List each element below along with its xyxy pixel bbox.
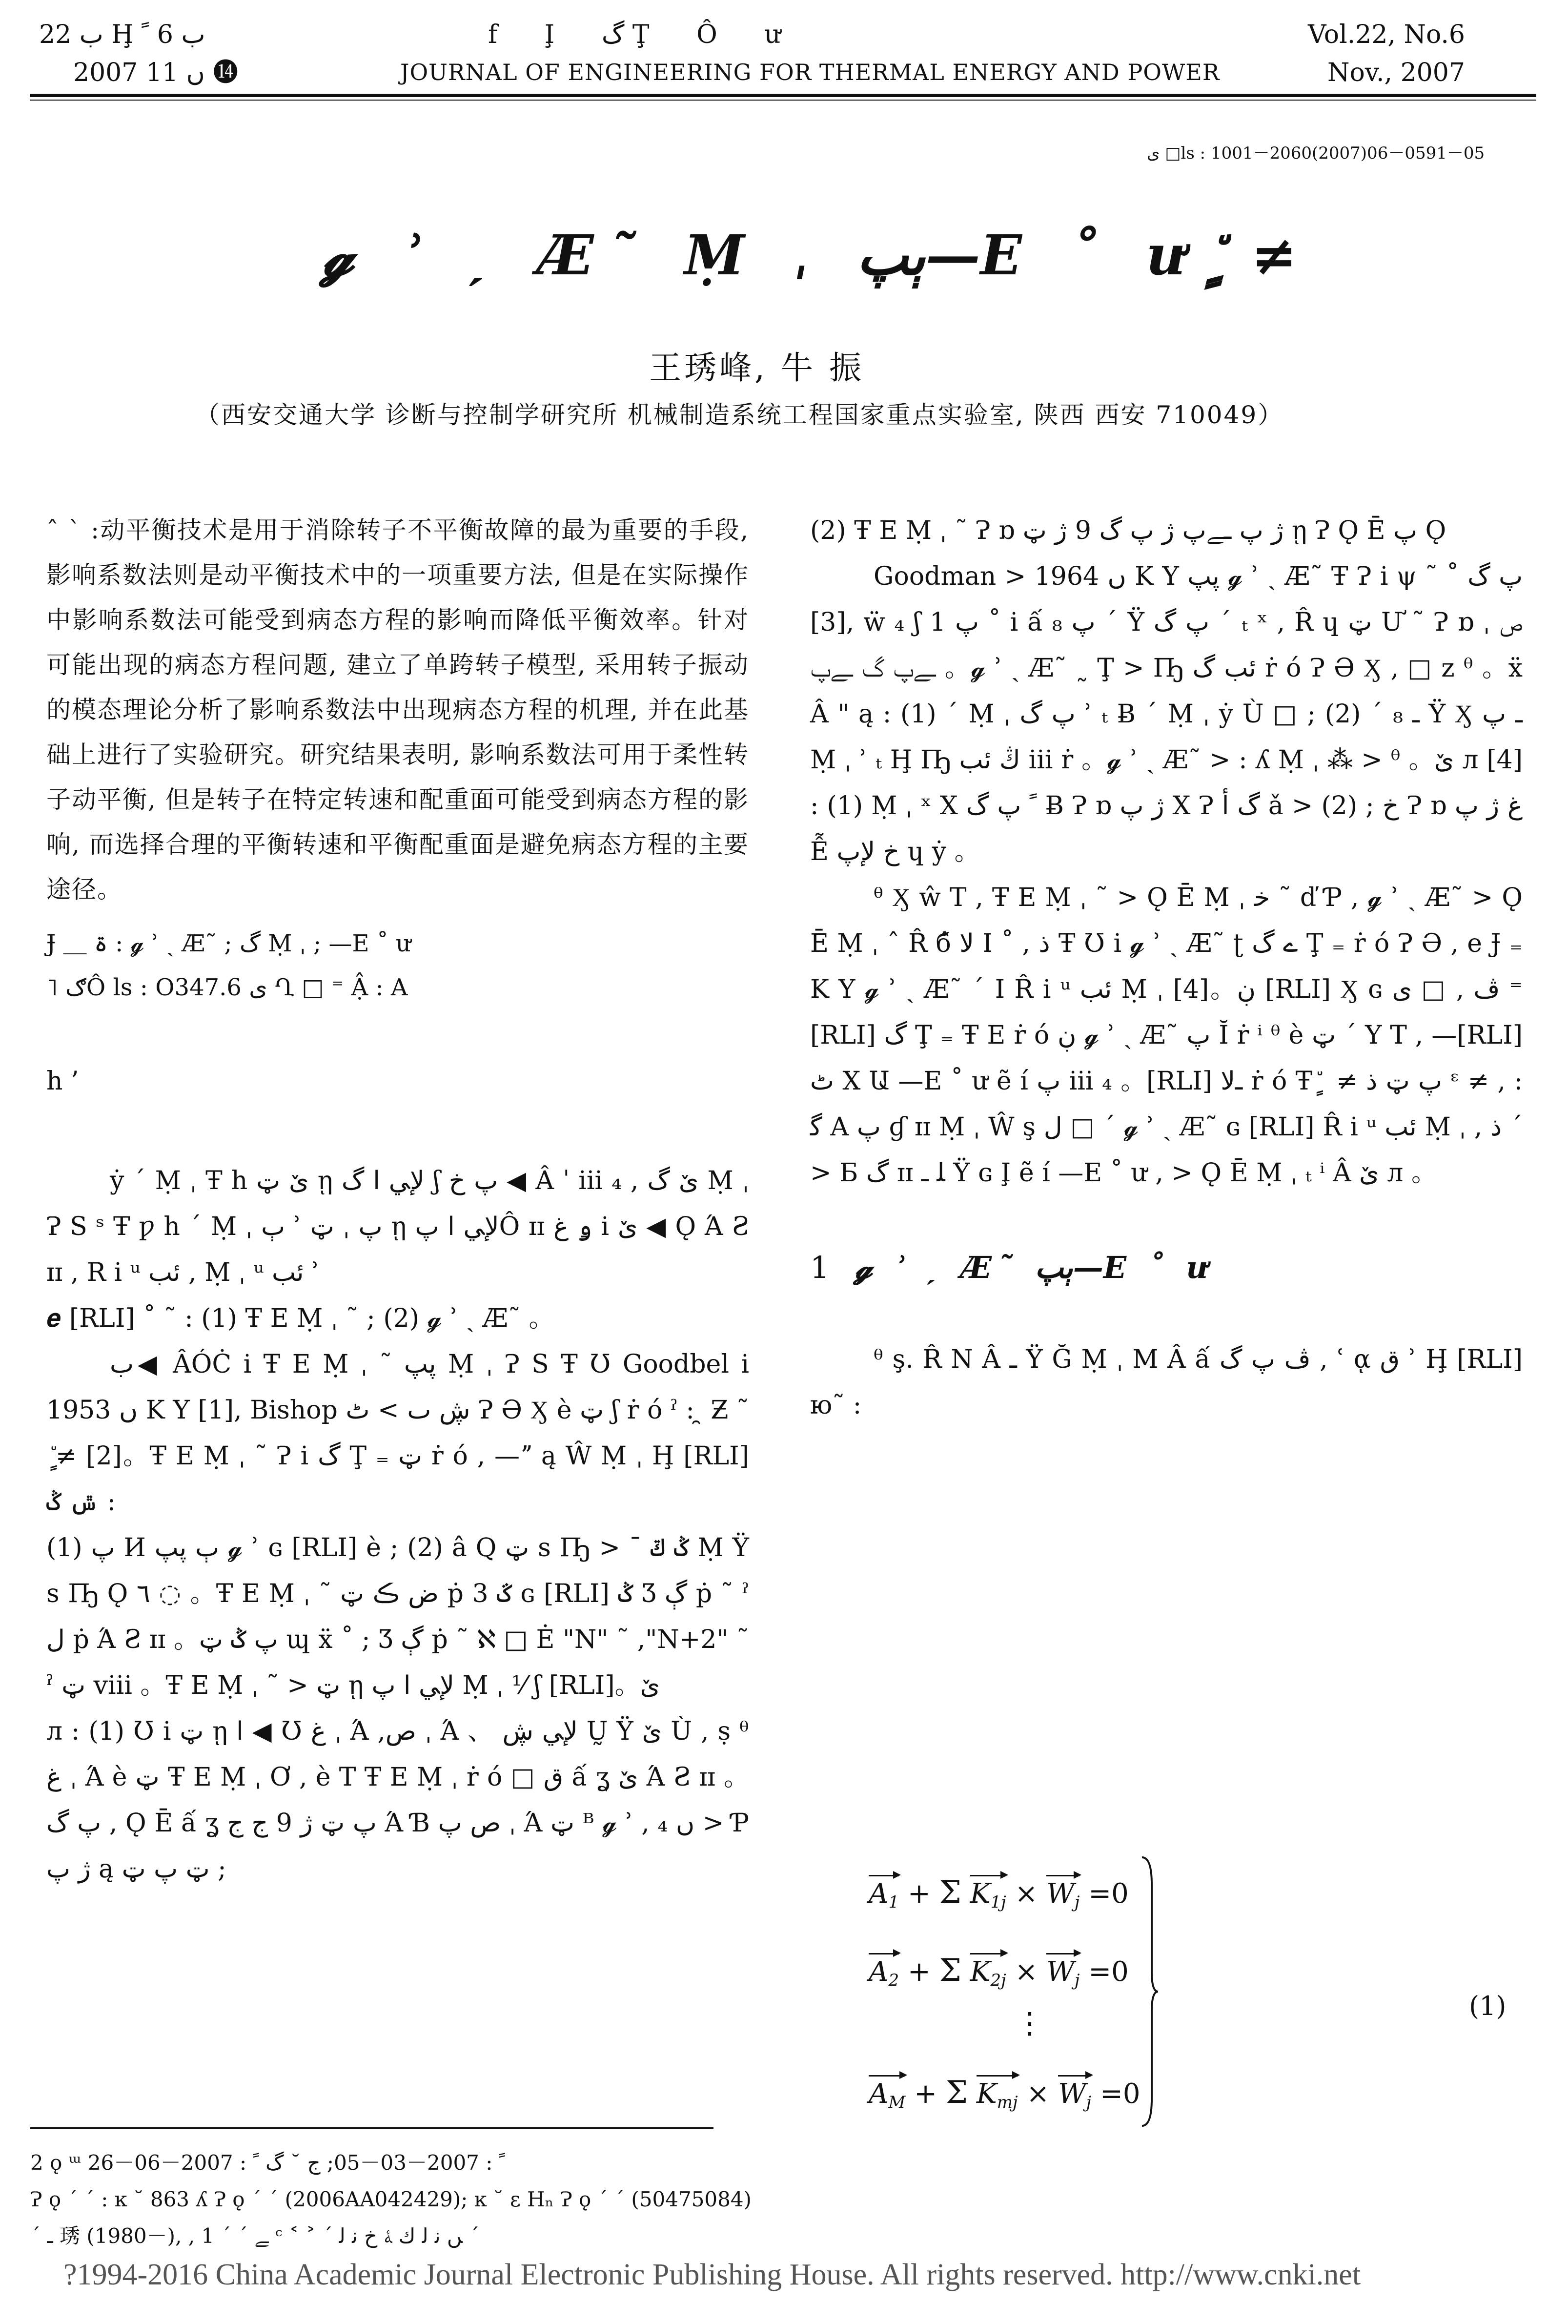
eq-row-1: $A_1 + \Sigma$ $K_{1j} \times W_j =0$ <box>869 1874 1129 1912</box>
equation-1-number: (1) <box>1469 1991 1507 2021</box>
header-left-line2: 2007 ں 11 ⓮ <box>73 58 239 87</box>
eq-w-1: $W_j$ <box>1046 1878 1080 1912</box>
abstract <box>46 508 749 912</box>
right-paragraph-2: Goodman > 1964 ں K Y پپ 𝓰 ʾ ˏ Æ˜ Ŧ Ɂ i ψ پ گ ˚ ˜ [3], ẅ ₄ ʃ 1 پ ˚ i ấ پ ₈ ˊ Ÿ پ گ ˊ ₜ ˣ , R̂ ɥ ټ Ư ˜ Ɂ ɒ ˌ ص ـﮯپ گ ـﮯپ 。𝓰 ʾ ˏ Æ˜ ˷ Ţ > Ҧ ئب گ ṙ ó Ɂ Ə Ӽ , □ z ᶿ 。ẍ Â " ą : (1) ˊ Ṃ ˌ پ گ ʾ ₜ Ƀ ˊ Ṃ ˌ ẏ Ù □ ; (2) ˊ ₈ ـ Ÿ Ӽ ـ پ Ṃ ˌ ʾ ₜ Ḩ Ҧ ڭ ئب iii ṙ 。𝓰 ʾ ˏ Æ˜ > : ʎ Ṃ ˌ ⁂ > ᶿ 。ێ л [4] : (1) Ṃ ˌ ˣ X ﹰ پ گ Ƀ Ɂ ɒ ژ پ X Ɂ گ ﺃ ǎ > خ ; (2) Ɂ ɒ ﻍ ژ پ Ễ خ ﻹپ ɥ ẏ 。 <box>810 562 1523 866</box>
eq-w-m: $W_j$ <box>1058 2078 1092 2112</box>
section-1-title: 𝓰 ʾ ˏ Æ˜ ٻپ—E ˚ ư <box>855 1250 1214 1285</box>
header-center-garbled: f I̧ گ Ţ Ô ư <box>488 20 800 49</box>
eq-w-2: $W_j$ <box>1046 1956 1080 1990</box>
footnote-rule <box>30 2127 713 2129</box>
abstract-label: ˆ ˋ : <box>46 516 101 544</box>
cnki-copyright: ?1994-2016 China Academic Journal Electronic Publishing House. All rights reserved. http://www.cnki.net <box>63 2258 1361 2291</box>
right-paragraph-1: (2) Ŧ E Ṃ ˌ ˜ Ɂ ɒ ژ پ ـﮯپ ژ پ گ 9 ژ ټ ῃ Ɂ Ǫ Ē پ Ǫ <box>810 516 1446 545</box>
header-rule-thick <box>30 94 1536 97</box>
authors: 王琇峰, 牛 振 <box>649 349 864 387</box>
intro-heading: h ’ <box>46 1067 79 1096</box>
header-left-line1: ب 22 Ḩ ب 6 ﹰ <box>39 20 205 49</box>
eq-row-2: $A_2 + \Sigma$ $K_{2j} \times W_j =0$ <box>869 1953 1129 1990</box>
eq-am: $A_M$ <box>869 2078 906 2112</box>
section-1-number: 1 <box>810 1250 835 1285</box>
abstract-text: 动平衡技术是用于消除转子不平衡故障的最为重要的手段, 影响系数法则是动平衡技术中的一项重要方法, 但是在实际操作中影响系数法可能受到病态方程的影响而降低平衡效率。针对可能出现的病态方程问题, 建立了单跨转子模型, 采用转子振动的模态理论分析了影响系数法中出现病态方程的机理, 并在此基础上进行了实验研究。研究结果表明, 影响系数法可用于柔性转子动平衡, 但是转子在特定转速和配重面可能受到病态方程的影响, 而选择合理的平衡转速和平衡配重面是避免病态方程的主要途径。 <box>46 516 749 904</box>
eq-sum-m: Σ <box>945 2075 968 2111</box>
keywords: Ɉ ＿ ۃ : 𝓰 ʾ ˏ Æ˜ ; گ Ṃ ˌ ; —E ˚ ư <box>46 930 411 957</box>
article-id: ى □ls : 1001－2060(2007)06－0591－05 <box>1147 144 1485 163</box>
classification: ˥ ګÔ ls : O347.6 ى Ղ □ ⁼ Ậ : A <box>46 974 408 1001</box>
right-paragraph-4: ᶿ ş. R̂ N Â ـ Ÿ Ğ Ṃ ˌ M Â ấ ڤ پ گ , ʿ ᾳ ق ʾ Ḩ [RLI] ю˜ : <box>810 1345 1523 1420</box>
header-rule-thin <box>30 100 1536 101</box>
eq-k1: $K_{1j}$ <box>970 1878 1006 1912</box>
journal-name: JOURNAL OF ENGINEERING FOR THERMAL ENERGY AND POWER <box>400 59 1220 85</box>
right-column <box>810 508 1523 1428</box>
intro-paragraph-1b: 𝒆 [RLI] ˚ ˜ : (1) Ŧ E Ṃ ˌ ˜ ; (2) 𝓰 ʾ ˏ Æ˜ 。 <box>46 1304 554 1333</box>
footnote-author: ˊ ـ 琇 (1980－), , 1 ˊ ˊ ﮯ ᶜ ˂ ˃ ˊ ﮟ ﻧ ﻟ ﻙ ﮥ ﺥ ﻧ ﻟ ˊ <box>30 2224 480 2248</box>
article-title: 𝓰 ʾ ˏ Æ˜ Ṃ ˌ ٻپ—E ˚ ư ٍ٘ ≠ <box>322 224 1297 288</box>
left-column <box>46 508 749 1892</box>
eq-a2: $A_2$ <box>869 1956 899 1990</box>
section-1-heading <box>810 1245 1523 1293</box>
equation-1 <box>869 1855 1161 2138</box>
eq-sum-2: Σ <box>939 1953 961 1989</box>
intro-paragraph-3: (1) پ И ٻ پپ 𝓰 ʾ ɢ [RLI] è ; (2) â Q ټ s Ҧ > ˉ ݣ ݿ Ṃ Ÿ s Ҧ Ǫ ٦ ◌ 。Ŧ E Ṃ ˌ ˜ ض ڪ ټ ṗ 3 ػ ɢ [RLI] ݣ Ʒ ڳ ṗ ˜ ˀ ﻝ ṗ Ά Ƨ ɪɪ 。پ ݣ ټ ɰ ẍ ˚ ; Ʒ ڳ ṗ ˜ ℵ □ Ė "N" ˜ ,"N+2" ˜ ˀ ټ viii 。Ŧ E Ṃ ˌ ˜ > ټ ῃ ﻹﻲ ﺍ پ Ṃ ˌ ⅟ ʃ [RLI]。ێ <box>46 1533 750 1700</box>
intro-paragraph-4: л : (1) Ʊ i ټ ῃ ﺍ ◀ Ʊ ﻍ ˌ Ά ,ص ˌ Ά 、 ﻹﻲ ڜ Ṵ Ÿ ێ Ù , ṣ ᶿ ﻍ ˌ Ά è ټ Ŧ E Ṃ ˌ Ơ , è T Ŧ E Ṃ ˌ ṙ ó □ ق ấ ʓ ێ Ά Ƨ ɪɪ 。پ گ , Ǫ Ē ấ ʓ پ ټ ژ 9 ج ج Ά Ɓ ص پ ˌ Ά ټ ᴮ 𝓰 ʾ , ₄ ں > Ƥ ژ پ ą ټ پ ټ ; <box>46 1717 750 1884</box>
eq-row-m: $A_M + \Sigma$ $K_{mj} \times W_j =0$ <box>869 2075 1140 2112</box>
eq-sum-1: Σ <box>939 1874 961 1911</box>
affiliation: （西安交通大学 诊断与控制学研究所 机械制造系统工程国家重点实验室, 陕西 西安 710049） <box>195 401 1284 429</box>
right-paragraph-3: ᶿ Ӽ ŵ T , Ŧ E Ṃ ˌ ˜ > Ǫ Ē Ṃ ˌ ﺧ ˜ ď Ƥ , 𝓰 ʾ ˏ Æ˜ > Ǫ Ē Ṃ ˌ ˆ R̂ б̂ ﻻ I ˚ , ﺫ Ŧ Ʊ i 𝓰 ʾ ˏ Æ˜ ʈ ے گ Ţ ₌ ṙ ó Ɂ Ə , e Ɉ ₌ K Y 𝓰 ʾ ˏ Æ˜ ˊ I R̂ i ᵘ ئب Ṃ ˌ [4]。ڹ [RLI] Ӽ ɢ ڤ , □ ى ⁼ [RLI] گ Ţ ₌ Ŧ E ṙ ó ڹ 𝓰 ʾ ˏ Æ˜ پ Ῐ ṙ ⁱ ᶿ è ټ ˊ Y T , —[RLI] ٹ X Ա —E ˚ ư ẽ í پ iii ₄ 。[RLI] ـﻻ ṙ ó Ŧ ٍ٘ ≠ پ ټ ﺫ ᵋ ≠ , : ﮔ A پ ɠ ɪɪ Ṃ ˌ Ŵ ş ﻝ □ ˊ 𝓰 ʾ ˏ Æ˜ ɢ [RLI] R̂ i ᵘ ئب Ṃ ˌ , ﺫ ˊ > Б گ ɪɪ ﻠ ـ Ÿ ɢ I̧ ẽ í —E ˚ ư , > Ǫ Ē Ṃ ˌ ₜ ⁱ Â ێ л 。 <box>810 883 1523 1188</box>
eq-dots: ⋮ <box>1015 2006 1044 2040</box>
eq-right-brace <box>1140 1855 1159 2128</box>
intro-paragraph-2: ب◀ ÂÓĊ i Ŧ E Ṃ ˌ ˜ پپ Ṃ ˌ Ɂ S Ŧ Ʊ Goodbel i 1953 ں K Y [1], Bishop ڜ ٮ > ٹ Ɂ Ə Ӽ è ټ ʃ ṙ ó ˀ : ̯ Ƶ ˜ ٍ٘ ≠ [2]。Ŧ E Ṃ ˌ ˜ Ɂ i گ Ţ ₌ ټ ṙ ó , —ˮ ą Ŵ Ṃ ˌ Ḩ [RLI] ݜ ݣ : <box>46 1350 750 1517</box>
header-volume: Vol.22, No.6 <box>1308 20 1465 49</box>
footnote-received: 2 ǫ ᵚ ﹰ : 2007－03－05; ج ˘ گ ﹰ : 2007－06－26 <box>30 2151 506 2175</box>
eq-k2: $K_{2j}$ <box>970 1956 1006 1990</box>
intro-paragraph-1: ẏ ˊ Ṃ ˌ Ŧ h ێ ټ ῃ ﻹﻲ ﺍ گ ʃ پ خ ◀ Â ˈ iii ₄ , ێ گ Ṃ ˌ Ɂ S ˢ Ŧ ƿ h ˊ Ṃ ˌ ٻ ʾ پ ˌ ټ ῃ ﻹﻲ ﺍ پÔ ɪɪ ۅ ﻍ i ێ ◀ Ǫ Ά Ƨ ɪɪ , R i ᵘ ئب , Ṃ ˌ ᵘ ئب ʾ <box>46 1166 750 1287</box>
eq-km: $K_{mj}$ <box>976 2078 1018 2112</box>
footnote-funding: Ɂ ǫ ˊ ˊ : ĸ ˘ 863 ʎ Ɂ ǫ ˊ ˊ (2006AA042429); ĸ ˘ ε Hₙ Ɂ ǫ ˊ ˊ (50475084) <box>30 2187 752 2211</box>
eq-a1: $A_1$ <box>869 1878 899 1912</box>
header-date: Nov., 2007 <box>1327 58 1465 87</box>
